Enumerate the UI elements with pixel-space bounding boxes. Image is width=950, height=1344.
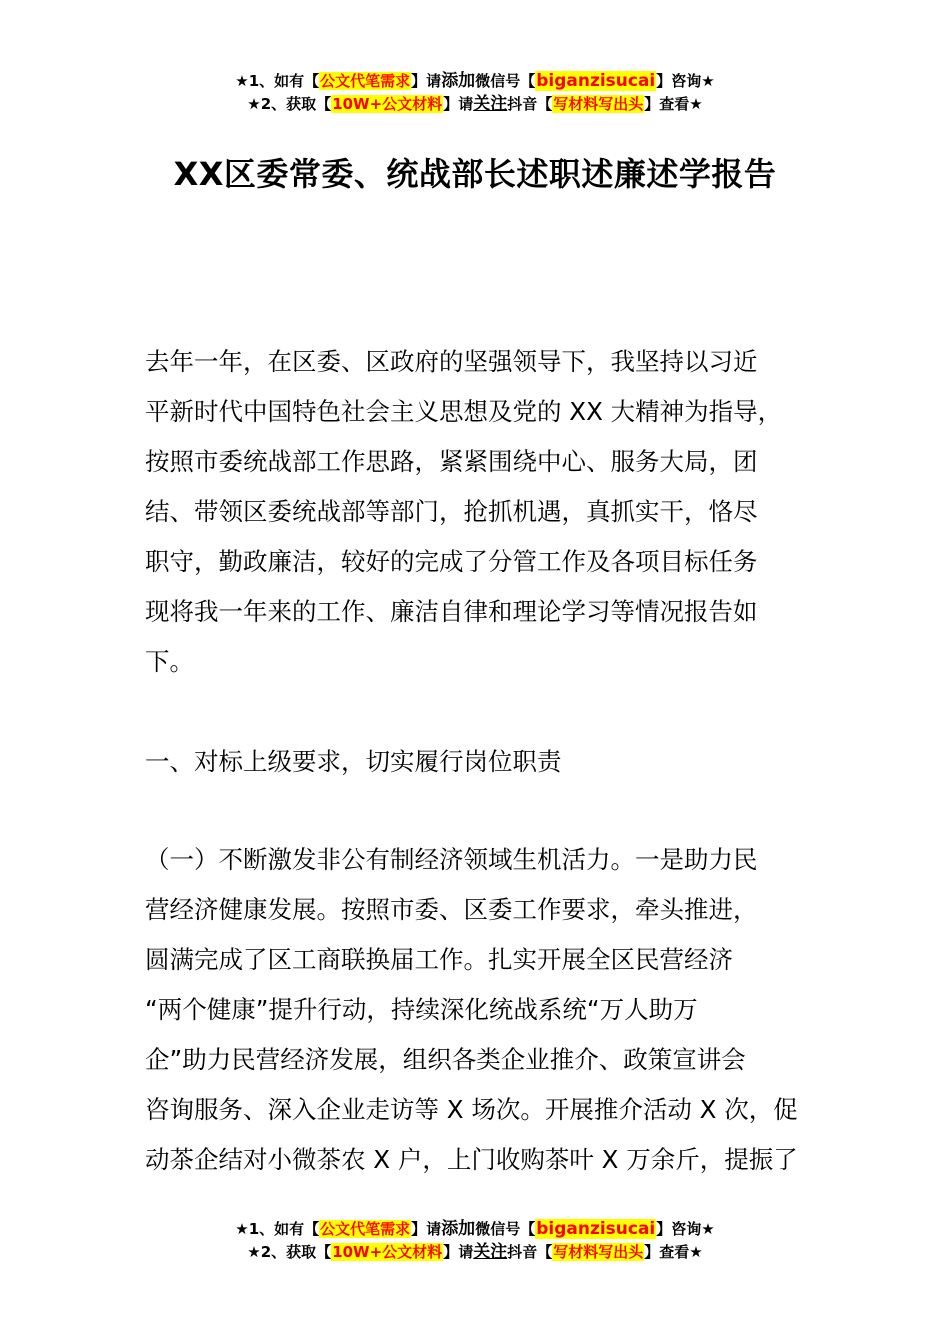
promo-emphasis: 添加 bbox=[441, 1219, 476, 1239]
text-line: 现将我一年来的工作、廉洁自律和理论学习等情况报告如 bbox=[145, 597, 758, 626]
promo-text: 】查看★ bbox=[644, 1243, 703, 1261]
text-line: 咨询服务、深入企业走访等 X 场次。开展推介活动 X 次，促 bbox=[145, 1095, 798, 1124]
promo-text: 】请 bbox=[411, 1220, 442, 1238]
promo-text: ★2、获取【 bbox=[247, 1243, 332, 1261]
text-line: （一）不断激发非公有制经济领域生机活力。一是助力民 bbox=[145, 845, 758, 874]
promo-text: 】咨询★ bbox=[656, 1220, 715, 1238]
promo-highlight: biganzisucai bbox=[536, 71, 656, 91]
promo-text: 】咨询★ bbox=[656, 72, 715, 90]
text-line: 结、带领区委统战部等部门，抢抓机遇，真抓实干，恪尽 bbox=[145, 497, 758, 526]
promo-line-1 bbox=[0, 1218, 950, 1241]
section-heading bbox=[145, 737, 810, 787]
promo-highlight: 公文代笔需求 bbox=[320, 1220, 411, 1238]
promo-text: 】请 bbox=[411, 72, 442, 90]
promo-highlight: 10W+公文材料 bbox=[332, 95, 443, 113]
promo-highlight: 写材料写出头 bbox=[553, 1243, 644, 1261]
text-line: 按照市委统战部工作思路，紧紧围绕中心、服务大局，团 bbox=[145, 447, 758, 476]
promo-text: 微信号【 bbox=[475, 72, 536, 90]
promo-highlight: 写材料写出头 bbox=[553, 95, 644, 113]
promo-emphasis: 添加 bbox=[441, 71, 476, 91]
promo-line-1 bbox=[0, 70, 950, 93]
text-line: 圆满完成了区工商联换届工作。扎实开展全区民营经济 bbox=[145, 945, 733, 974]
promo-text: 微信号【 bbox=[475, 1220, 536, 1238]
promo-text: 抖音【 bbox=[507, 1243, 553, 1261]
promo-text: 】请 bbox=[443, 1243, 474, 1261]
heading-text: 一、对标上级要求，切实履行岗位职责 bbox=[145, 747, 562, 776]
promo-text: 】请 bbox=[443, 95, 474, 113]
promo-emphasis: 关注 bbox=[473, 94, 508, 114]
promo-highlight: biganzisucai bbox=[536, 1219, 656, 1239]
promo-highlight: 公文代笔需求 bbox=[320, 72, 411, 90]
text-line: “两个健康”提升行动，持续深化统战系统“万人助万 bbox=[145, 995, 698, 1024]
text-line: 去年一年，在区委、区政府的坚强领导下，我坚持以习近 bbox=[145, 347, 758, 376]
text-line: 动茶企结对小微茶农 X 户，上门收购茶叶 X 万余斤，提振了 bbox=[145, 1145, 798, 1174]
promo-text: ★2、获取【 bbox=[247, 95, 332, 113]
promo-footer bbox=[0, 1218, 950, 1264]
promo-text: 】查看★ bbox=[644, 95, 703, 113]
text-line: 职守，勤政廉洁，较好的完成了分管工作及各项目标任务 bbox=[145, 547, 758, 576]
promo-text: 抖音【 bbox=[507, 95, 553, 113]
promo-text: ★1、如有【 bbox=[235, 1220, 320, 1238]
promo-emphasis: 关注 bbox=[473, 1242, 508, 1262]
paragraph-intro bbox=[145, 337, 810, 687]
text-line: 企”助力民营经济发展，组织各类企业推介、政策宣讲会 bbox=[145, 1045, 746, 1074]
text-line: 平新时代中国特色社会主义思想及党的 XX 大精神为指导， bbox=[145, 397, 783, 426]
promo-line-2 bbox=[0, 1241, 950, 1264]
promo-line-2 bbox=[0, 93, 950, 116]
document-title: XX区委常委、统战部长述职述廉述学报告 bbox=[173, 155, 777, 193]
text-line: 下。 bbox=[145, 647, 194, 676]
promo-text: ★1、如有【 bbox=[235, 72, 320, 90]
promo-highlight: 10W+公文材料 bbox=[332, 1243, 443, 1261]
paragraph-section-1 bbox=[145, 835, 810, 1185]
promo-header bbox=[0, 70, 950, 116]
text-line: 营经济健康发展。按照市委、区委工作要求，牵头推进， bbox=[145, 895, 758, 924]
